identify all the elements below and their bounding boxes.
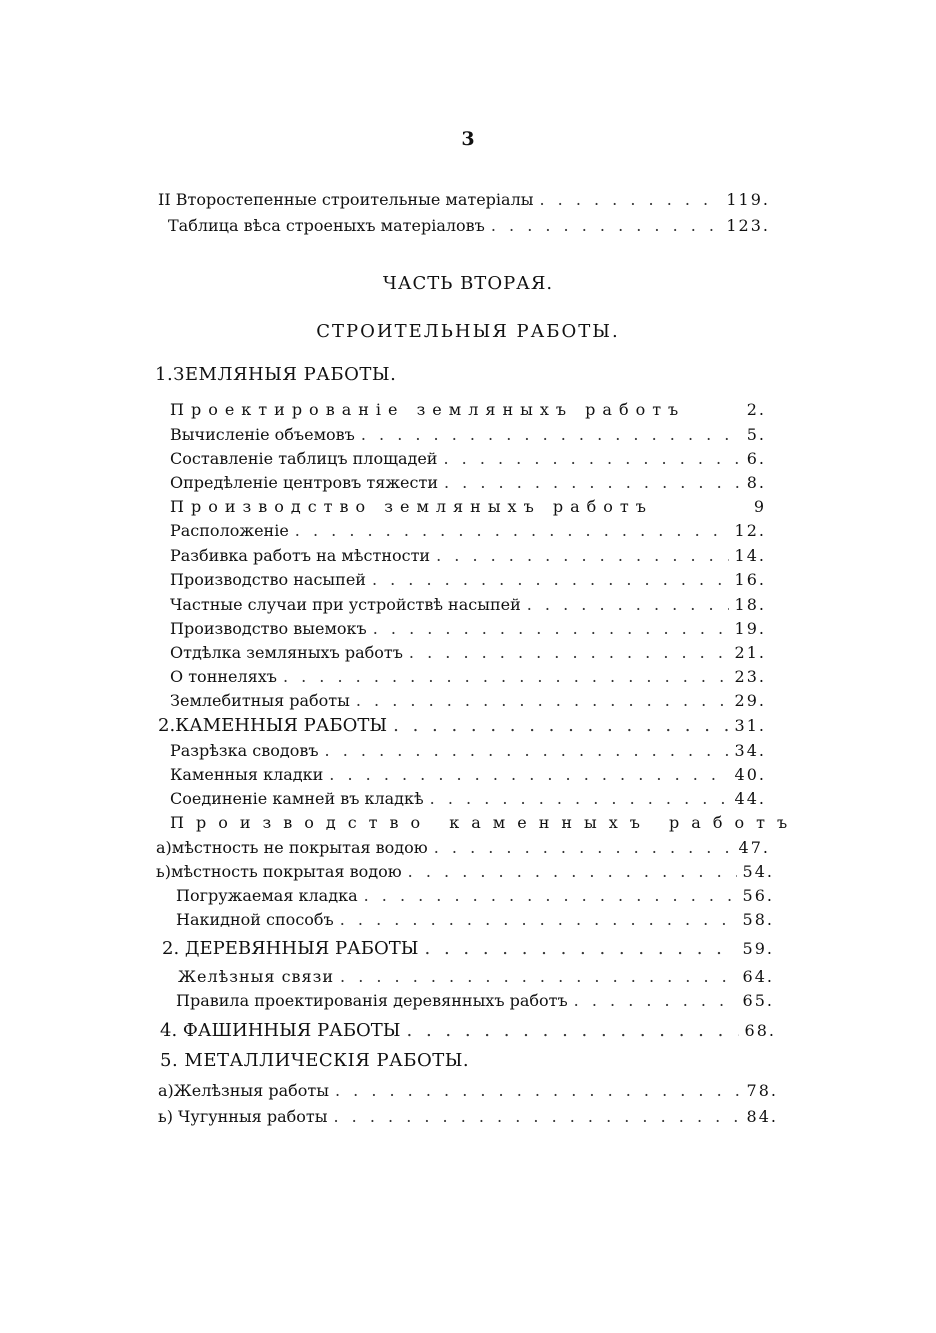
- section-heading-label: 2.КАМЕННЫЯ РАБОТЫ: [158, 715, 388, 736]
- toc-entry-page: 123.: [726, 216, 770, 235]
- toc-entry: [170, 741, 766, 760]
- toc-entry: [170, 497, 766, 516]
- toc-entry-label: ь) Чугунныя работы: [158, 1107, 328, 1126]
- toc-entry: [170, 425, 766, 444]
- toc-entry-page: 47.: [738, 838, 770, 857]
- toc-entry-label: Опредѣленіе центровъ тяжести: [170, 473, 438, 492]
- leader-dots: [325, 741, 729, 760]
- toc-entry: [170, 643, 766, 662]
- toc-entry-label: Таблица вѣса строеныхъ матеріаловъ: [168, 216, 485, 235]
- leader-dots: [409, 643, 729, 662]
- leader-dots: [373, 619, 729, 638]
- leader-dots: [329, 765, 728, 784]
- leader-dots: [539, 190, 720, 209]
- leader-dots: [430, 789, 729, 808]
- toc-entry: [156, 862, 774, 881]
- toc-entry-page: 40.: [734, 765, 766, 784]
- leader-dots: [356, 691, 729, 710]
- toc-entry-label: Правила проектированія деревянныхъ работъ: [176, 991, 568, 1010]
- leader-dots: [436, 546, 728, 565]
- toc-entry-page: 12.: [734, 521, 766, 540]
- toc-entry-label: Накидной способъ: [176, 910, 334, 929]
- toc-entry-label: Производство насыпей: [170, 570, 366, 589]
- toc-entry-page: 64.: [742, 967, 774, 986]
- section-heading-page: 59.: [742, 939, 774, 958]
- toc-entry-page: 84.: [746, 1107, 778, 1126]
- leader-dots: [334, 1107, 741, 1126]
- toc-entry: [176, 886, 774, 905]
- part-subheading: СТРОИТЕЛЬНЫЯ РАБОТЫ.: [316, 321, 620, 342]
- leader-dots: [335, 1081, 741, 1100]
- toc-entry-page: 14.: [734, 546, 766, 565]
- toc-entry-page: 16.: [734, 570, 766, 589]
- part-heading: ЧАСТЬ ВТОРАЯ.: [382, 273, 554, 294]
- leader-dots: [361, 425, 741, 444]
- toc-entry: [176, 991, 774, 1010]
- toc-entry: [158, 190, 770, 209]
- toc-entry-label: Производство земляныхъ работъ: [170, 497, 653, 516]
- toc-entry-page: 34.: [734, 741, 766, 760]
- toc-entry-label: Составленіе таблицъ площадей: [170, 449, 438, 468]
- toc-entry-label: Каменныя кладки: [170, 765, 324, 784]
- toc-entry-page: 119.: [726, 190, 770, 209]
- section-heading: 1.ЗЕМЛЯНЫЯ РАБОТЫ.: [155, 364, 397, 385]
- section-heading-label: 4. ФАШИННЫЯ РАБОТЫ: [160, 1020, 401, 1041]
- toc-entry-page: 44.: [734, 789, 766, 808]
- toc-entry: [158, 1107, 778, 1126]
- toc-entry-page: 23.: [734, 667, 766, 686]
- toc-entry-page: 18.: [734, 595, 766, 614]
- leader-dots: [340, 967, 737, 986]
- subsection-heading: [170, 813, 799, 832]
- leader-dots: [434, 838, 733, 857]
- toc-entry: [170, 400, 766, 419]
- toc-entry-label: Расположеніе: [170, 521, 289, 540]
- page-number: 3: [461, 128, 475, 150]
- toc-entry-label: Разрѣзка сводовъ: [170, 741, 319, 760]
- section-heading-page: 31.: [734, 716, 766, 735]
- toc-entry: [170, 667, 766, 686]
- toc-entry-page: 2.: [746, 400, 766, 419]
- toc-entry-page: 21.: [734, 643, 766, 662]
- toc-entry-page: 58.: [742, 910, 774, 929]
- toc-entry-label: Частные случаи при устройствѣ насыпей: [170, 595, 521, 614]
- toc-entry-label: Вычисленіе объемовъ: [170, 425, 355, 444]
- toc-entry-page: 65.: [742, 991, 774, 1010]
- toc-entry: [178, 967, 774, 986]
- toc-entry: [170, 619, 766, 638]
- toc-entry-label: О тоннеляхъ: [170, 667, 277, 686]
- section-heading: [158, 715, 766, 736]
- toc-entry: [156, 838, 770, 857]
- toc-entry: [170, 521, 766, 540]
- leader-dots: [283, 667, 729, 686]
- toc-entry-label: Отдѣлка земляныхъ работъ: [170, 643, 403, 662]
- section-heading: [160, 1020, 776, 1041]
- toc-entry-page: 8.: [746, 473, 766, 492]
- toc-entry-label: Производство выемокъ: [170, 619, 367, 638]
- leader-dots: [364, 886, 737, 905]
- leader-dots: [393, 715, 728, 736]
- toc-entry: [158, 1081, 778, 1100]
- section-heading-label: 2. ДЕРЕВЯННЫЯ РАБОТЫ: [162, 938, 419, 959]
- toc-entry: [170, 449, 766, 468]
- toc-entry-page: 29.: [734, 691, 766, 710]
- toc-entry-label: II Второстепенные строительные матеріалы: [158, 190, 534, 209]
- toc-entry-label: ь)мѣстность покрытая водою: [156, 862, 402, 881]
- leader-dots: [491, 216, 721, 235]
- toc-entry: [170, 595, 766, 614]
- toc-entry: [176, 910, 774, 929]
- toc-entry: [170, 789, 766, 808]
- toc-entry-page: 9: [753, 497, 766, 516]
- toc-entry-label: а)Желѣзныя работы: [158, 1081, 329, 1100]
- toc-entry: [170, 691, 766, 710]
- toc-entry: [170, 546, 766, 565]
- toc-entry-label: а)мѣстность не покрытая водою: [156, 838, 428, 857]
- section-heading: [162, 938, 774, 959]
- toc-entry: [168, 216, 770, 235]
- leader-dots: [340, 910, 737, 929]
- leader-dots: [295, 521, 729, 540]
- leader-dots: [407, 1020, 739, 1041]
- toc-entry-page: 54.: [742, 862, 774, 881]
- section-heading: 5. МЕТАЛЛИЧЕСКІЯ РАБОТЫ.: [160, 1050, 470, 1071]
- toc-entry-page: 6.: [746, 449, 766, 468]
- toc-entry-page: 5.: [746, 425, 766, 444]
- toc-entry-label: Погружаемая кладка: [176, 886, 358, 905]
- leader-dots: [574, 991, 737, 1010]
- leader-dots: [527, 595, 729, 614]
- toc-entry-label: Желѣзныя связи: [178, 967, 335, 986]
- toc-entry-page: 19.: [734, 619, 766, 638]
- toc-entry-page: 56.: [742, 886, 774, 905]
- toc-entry-label: Разбивка работъ на мѣстности: [170, 546, 431, 565]
- toc-entry-page: 78.: [746, 1081, 778, 1100]
- leader-dots: [372, 570, 729, 589]
- subsection-heading-label: Производство каменныхъ работъ: [170, 813, 800, 832]
- leader-dots: [443, 449, 740, 468]
- toc-entry: [170, 765, 766, 784]
- leader-dots: [408, 862, 737, 881]
- leader-dots: [425, 938, 737, 959]
- toc-entry: [170, 473, 766, 492]
- toc-entry-label: Проектированіе земляныхъ работъ: [170, 400, 686, 419]
- toc-entry-label: Соединеніе камней въ кладкѣ: [170, 789, 424, 808]
- section-heading-page: 68.: [744, 1021, 776, 1040]
- leader-dots: [444, 473, 741, 492]
- toc-entry-label: Землебитныя работы: [170, 691, 350, 710]
- toc-entry: [170, 570, 766, 589]
